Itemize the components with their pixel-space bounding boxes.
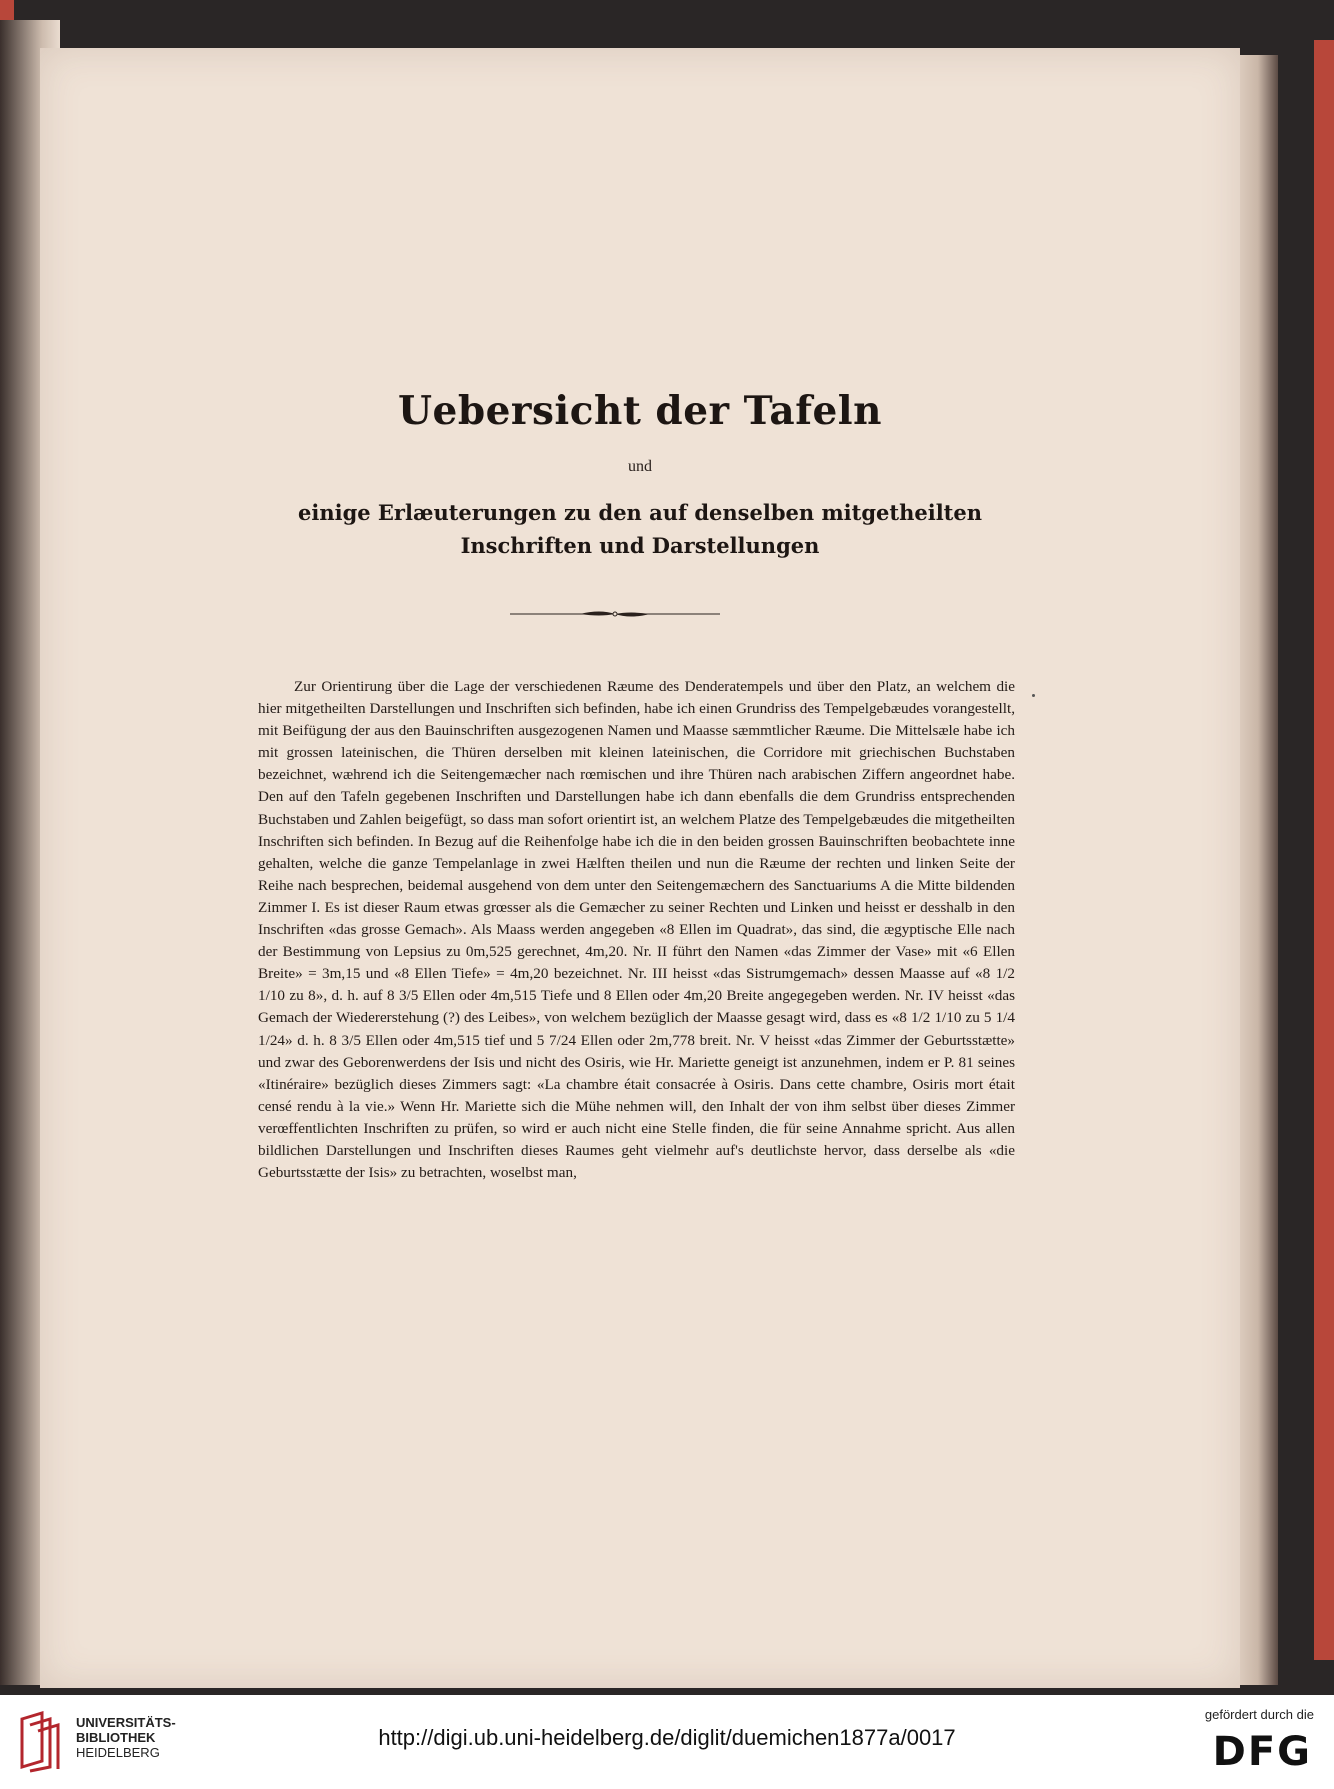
funding-caption: gefördert durch die bbox=[1204, 1707, 1314, 1722]
title-conjunction: und bbox=[628, 458, 652, 475]
dfg-logo-icon: DFG bbox=[1212, 1729, 1312, 1775]
library-name-line-1: UNIVERSITÄTS- bbox=[76, 1715, 176, 1730]
subtitle-line-2: Inschriften und Darstellungen bbox=[460, 533, 820, 558]
ornament-divider bbox=[510, 608, 720, 620]
body-paragraph: Zur Orientirung über die Lage der verschiedenen Ræume des Denderatempels und über den Platz, an welchem die hier mitgetheilten Darstellungen und Inschriften sich befinden, habe ich einen Grundriss des Tempelgebæudes vorangestellt, mit Beifügung der aus den Bauinschriften ausgezogenen Namen und Maasse sæmmtlicher Ræume. Die Mittelsæle habe ich mit grossen lateinischen, die Thüren derselben mit kleinen lateinischen, die Corridore mit griechischen Buchstaben bezeichnet, wæhrend ich die Seitengemæcher nach rœmischen und ihre Thüren nach arabischen Ziffern angeordnet habe. Den auf den Tafeln gegebenen Inschriften und Darstellungen habe ich dann ebenfalls die dem Grundriss entsprechenden Buchstaben und Zahlen beigefügt, so dass man sofort orientirt ist, an welchem Platze des Tempelgebæudes die mitgetheilten Inschriften sich befinden. In Bezug auf die Reihenfolge habe ich die in den beiden grossen Bauinschriften beobachtete inne gehalten, welche die ganze Tempelanlage in zwei Hælften theilen und nun die Ræume der rechten und linken Seite der Reihe nach besprechen, beidemal ausgehend von dem unter den Seitengemæchern des Sanctuariums A die Mitte bildenden Zimmer I. Es ist dieser Raum etwas grœsser als die Gemæcher zu seiner Rechten und Linken und heisst er desshalb in den Inschriften «das grosse Gemach». Als Maass werden angegeben «8 Ellen im Quadrat», das sind, die ægyptische Elle nach der Bestimmung von Lepsius zu 0m,525 gerechnet, 4m,20. Nr. II führt den Namen «das Zimmer der Vase» mit «6 Ellen Breite» = 3m,15 und «8 Ellen Tiefe» = 4m,20 bezeichnet. Nr. III heisst «das Sistrumgemach» dessen Maasse auf «8 1/2 1/10 zu 8», d. h. auf 8 3/5 Ellen oder 4m,515 Tiefe und 8 Ellen oder 4m,20 Breite angegegeben werden. Nr. IV heisst «das Gemach der Wiedererstehung (?) des Leibes», von welchem bezüglich der Maasse gesagt wird, dass es «8 1/2 1/10 zu 5 1/4 1/24» d. h. 8 3/5 Ellen oder 4m,515 tief und 5 7/24 Ellen oder 2m,778 breit. Nr. V heisst «das Zimmer der Geburtsstætte» und zwar des Geborenwerdens der Isis und nicht des Osiris, wie Hr. Mariette geneigt ist anzunehmen, indem er P. 81 seines «Itinéraire» bezüglich dieses Zimmers sagt: «La chambre était consacrée à Osiris. Dans cette chambre, Osiris mort était censé rendu à la vie.» Wenn Hr. Mariette sich die Mühe nehmen will, den Inhalt der von ihm selbst über dieses Zimmer verœffentlichten Inschriften zu prüfen, so wird er auch nicht eine Stelle finden, die für seine Annahme spricht. Aus allen bildlichen Darstellungen und Inschriften dieses Raumes geht vielmehr auf's deutlichste hervor, dass derselbe als «die Geburtsstætte der Isis» zu betrachten, woselbst man, bbox=[258, 678, 1015, 1182]
book-page bbox=[40, 48, 1240, 1688]
library-name-line-3: HEIDELBERG bbox=[76, 1745, 160, 1760]
viewer-footer bbox=[0, 1695, 1334, 1789]
binding-edge-right bbox=[1314, 40, 1334, 1660]
page-title: Uebersicht der Tafeln bbox=[398, 388, 882, 434]
subtitle-line-1: einige Erlæuterungen zu den auf denselben mitgetheilten bbox=[297, 500, 983, 525]
page-subtitle bbox=[40, 496, 1240, 562]
page-speck bbox=[1032, 694, 1035, 697]
library-name-line-2: BIBLIOTHEK bbox=[76, 1730, 156, 1745]
permalink-url[interactable]: http://digi.ub.uni-heidelberg.de/diglit/duemichen1877a/0017 bbox=[378, 1725, 956, 1750]
